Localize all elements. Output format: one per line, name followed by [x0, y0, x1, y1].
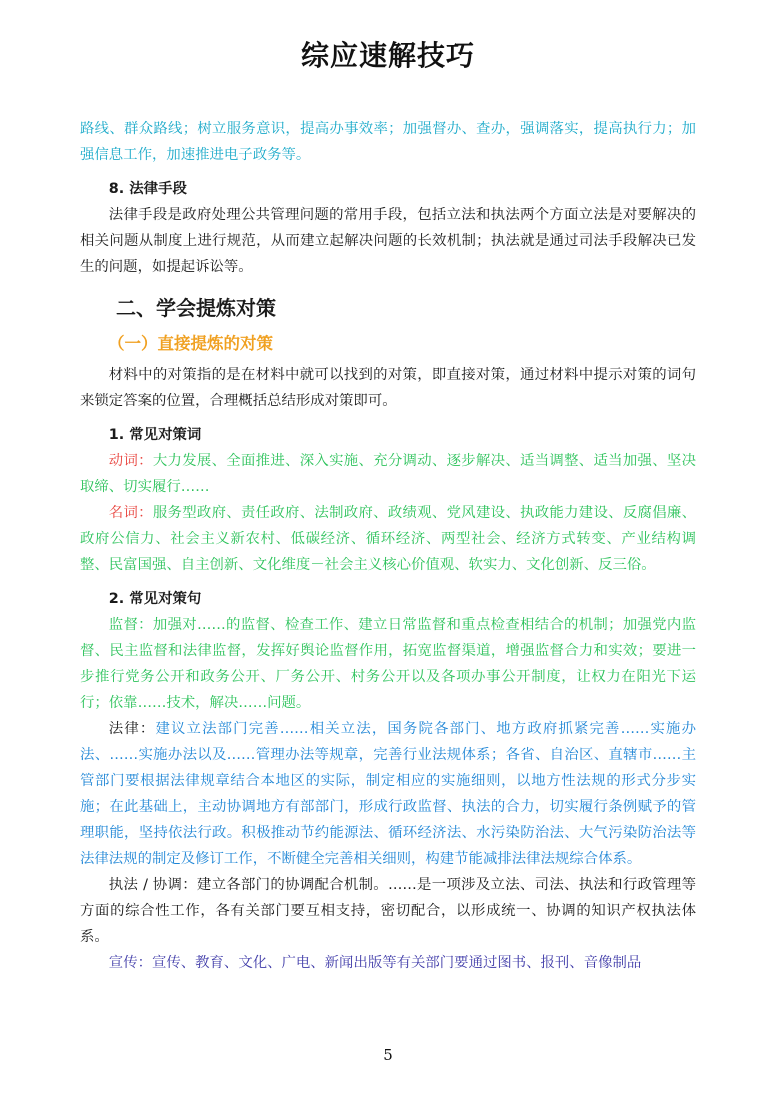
verb-paragraph	[80, 448, 696, 500]
law-label: 法律：	[108, 721, 156, 737]
noun-text: 服务型政府、责任政府、法制政府、政绩观、党风建设、执政能力建设、反腐倡廉、政府公信力、社会主义新农村、低碳经济、循环经济、两型社会、经济方式转变、产业结构调整、民富国强、自主创新、文化维度－社会主义核心价值观、软实力、文化创新、反三俗。	[80, 505, 696, 573]
verb-label: 动词：	[108, 453, 153, 469]
law-means-heading: 8. 法律手段	[108, 181, 187, 197]
sentences-heading: 2. 常见对策句	[108, 591, 202, 607]
law-text: 建议立法部门完善……相关立法，国务院各部门、地方政府抓紧完善……实施办法、……实施办法以及……管理办法等规章，完善行业法规体系；各省、自治区、直辖市……主管部门要根据法律规章结合本地区的实际，制定相应的实施细则，以地方性法规的形式分步实施；在此基础上，主动协调地方有部部门，形成行政监督、执法的合力，切实履行条例赋予的管理职能，坚持依法行政。积极推动节约能源法、循环经济法、水污染防治法、大气污染防治法等法律法规的制定及修订工作，不断健全完善相关细则，构建节能减排法律法规综合体系。	[80, 721, 696, 867]
enforce-paragraph: 执法 / 协调：建立各部门的协调配合机制。……是一项涉及立法、司法、执法和行政管理等方面的综合性工作，各有关部门要互相支持，密切配合，以形成统一、协调的知识产权执法体系。	[80, 877, 696, 945]
page-number: 5	[383, 1046, 393, 1064]
law-means-paragraph: 法律手段是政府处理公共管理问题的常用手段，包括立法和执法两个方面立法是对要解决的相关问题从制度上进行规范，从而建立起解决问题的长效机制；执法就是通过司法手段解决已发生的问题，如提起诉讼等。	[80, 207, 696, 275]
intro-paragraph: 材料中的对策指的是在材料中就可以找到的对策，即直接对策，通过材料中提示对策的词句来锁定答案的位置，合理概括总结形成对策即可。	[80, 367, 696, 409]
supervision-paragraph: 监督：加强对……的监督、检查工作、建立日常监督和重点检查相结合的机制；加强党内监督、民主监督和法律监督，发挥好舆论监督作用，拓宽监督渠道，增强监督合力和实效；要进一步推行党务公开和政务公开、厂务公开、村务公开以及各项办事公开制度，让权力在阳光下运行；依靠……技术，解决……问题。	[80, 617, 696, 711]
noun-paragraph	[80, 500, 696, 578]
page-title: 综应速解技巧	[300, 39, 475, 72]
subsection-heading: （一）直接提炼的对策	[108, 334, 274, 353]
publicity-paragraph: 宣传：宣传、教育、文化、广电、新闻出版等有关部门要通过图书、报刊、音像制品	[108, 955, 642, 971]
continued-paragraph: 路线、群众路线；树立服务意识，提高办事效率；加强督办、查办，强调落实，提高执行力；加强信息工作，加速推进电子政务等。	[80, 121, 696, 163]
words-heading: 1. 常见对策词	[108, 427, 202, 443]
noun-label: 名词：	[108, 505, 153, 521]
page-content	[80, 116, 696, 976]
section-heading: 二、学会提炼对策	[116, 296, 276, 320]
verb-text: 大力发展、全面推进、深入实施、充分调动、逐步解决、适当调整、适当加强、坚决取缔、切实履行……	[80, 453, 696, 495]
law-paragraph	[80, 716, 696, 872]
